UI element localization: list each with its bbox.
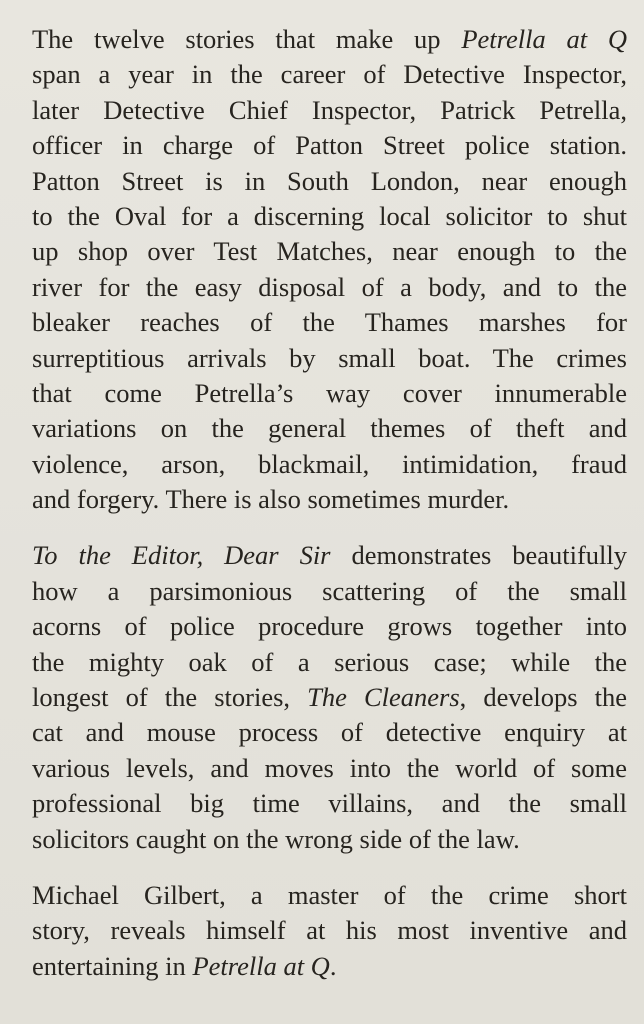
text-segment: variations on the general themes of theft and	[32, 413, 627, 444]
text-line	[32, 164, 627, 199]
text-line	[32, 93, 627, 128]
text-segment: professional big time villains, and the small	[32, 788, 627, 819]
text-line	[32, 411, 627, 446]
text-line	[32, 949, 627, 984]
text-segment: acorns of police procedure grows together into	[32, 611, 627, 642]
text-segment: later Detective Chief Inspector, Patrick Petrella,	[32, 94, 627, 125]
text-segment: span a year in the career of Detective Inspector,	[32, 59, 627, 90]
text-line	[32, 447, 627, 482]
text-segment: to the Oval for a discerning local solicitor to shut	[32, 200, 627, 231]
text-segment: officer in charge of Patton Street police station.	[32, 130, 627, 161]
text-segment: various levels, and moves into the world of some	[32, 752, 627, 783]
text-segment: .	[329, 950, 337, 981]
text-line	[32, 305, 627, 340]
text-segment: demonstrates beautifully	[330, 540, 627, 571]
text-segment: solicitors caught on the wrong side of the law.	[32, 823, 520, 854]
text-line	[32, 22, 627, 57]
text-segment: story, reveals himself at his most inventive and	[32, 915, 627, 946]
paragraph	[32, 538, 627, 857]
text-segment: river for the easy disposal of a body, and to the	[32, 271, 627, 302]
text-line	[32, 645, 627, 680]
paragraph	[32, 878, 627, 984]
text-line	[32, 609, 627, 644]
text-segment: up shop over Test Matches, near enough to the	[32, 236, 627, 267]
blurb-text	[32, 22, 627, 1005]
text-segment: entertaining in	[32, 950, 193, 981]
text-segment: the mighty oak of a serious case; while the	[32, 646, 627, 677]
italic-title: The Cleaners	[307, 682, 460, 713]
text-line	[32, 376, 627, 411]
text-segment: The twelve stories that make up	[32, 24, 462, 54]
text-segment: and forgery. There is also sometimes murder.	[32, 484, 510, 515]
text-segment: surreptitious arrivals by small boat. The crimes	[32, 342, 627, 373]
paragraph	[32, 22, 627, 517]
text-line	[32, 270, 627, 305]
text-line	[32, 680, 627, 715]
text-line	[32, 234, 627, 269]
text-segment: that come Petrella’s way cover innumerable	[32, 377, 627, 408]
text-line	[32, 786, 627, 821]
text-segment: bleaker reaches of the Thames marshes for	[32, 307, 627, 338]
italic-title: Petrella at Q	[461, 24, 627, 54]
text-line	[32, 913, 627, 948]
text-line	[32, 57, 627, 92]
text-line	[32, 574, 627, 609]
text-line	[32, 199, 627, 234]
text-line	[32, 128, 627, 163]
text-line	[32, 538, 627, 573]
text-segment: Michael Gilbert, a master of the crime short	[32, 879, 627, 910]
text-segment: Patton Street is in South London, near enough	[32, 165, 627, 196]
text-segment: violence, arson, blackmail, intimidation, fraud	[32, 448, 627, 479]
text-line	[32, 878, 627, 913]
text-line	[32, 482, 627, 517]
text-segment: how a parsimonious scattering of the small	[32, 575, 627, 606]
text-line	[32, 341, 627, 376]
italic-title: To the Editor, Dear Sir	[32, 540, 331, 571]
text-line	[32, 822, 627, 857]
text-segment: longest of the stories,	[32, 682, 308, 713]
italic-title: Petrella at Q	[192, 950, 330, 981]
text-segment: cat and mouse process of detective enquiry at	[32, 717, 627, 748]
text-line	[32, 715, 627, 750]
text-segment: , develops the	[459, 682, 627, 713]
text-line	[32, 751, 627, 786]
